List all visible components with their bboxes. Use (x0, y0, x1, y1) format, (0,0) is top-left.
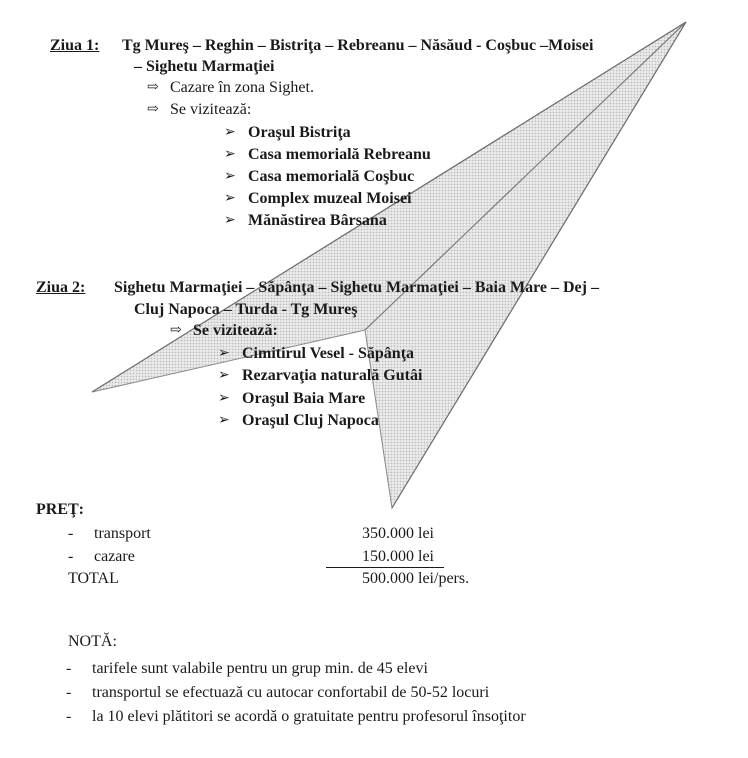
day2-visits-label: Se vizitează: (193, 322, 278, 339)
day2-visit-item: Oraşul Baia Mare (242, 390, 366, 407)
arrowhead-bullet-icon: ➢ (218, 368, 230, 383)
day1-route-line1: Tg Mureş – Reghin – Bistriţa – Rebreanu – Năsăud - Coşbuc –Moisei (122, 37, 594, 54)
price-row-label: cazare (94, 548, 135, 565)
day1-visit-item: Complex muzeal Moisei (248, 190, 412, 207)
day2-label: Ziua 2: (36, 279, 86, 296)
day1-visit-item: Mănăstirea Bârsana (248, 212, 387, 229)
day1-visit-item: Oraşul Bistriţa (248, 124, 351, 141)
day1-label: Ziua 1: (50, 37, 100, 54)
dash-bullet: - (68, 548, 74, 565)
arrowhead-bullet-icon: ➢ (224, 147, 236, 162)
arrowhead-bullet-icon: ➢ (218, 413, 230, 428)
day1-route-line2: – Sighetu Marmaţiei (134, 58, 275, 75)
day2-route-line2: Cluj Napoca – Turda - Tg Mureş (134, 301, 358, 318)
total-value: 500.000 lei/pers. (362, 570, 470, 587)
price-row-value: 150.000 lei (362, 548, 434, 565)
day1-visits-label: Se vizitează: (170, 101, 252, 118)
price-heading: PREŢ: (36, 501, 84, 518)
note-item: transportul se efectuază cu autocar confortabil de 50-52 locuri (92, 684, 490, 701)
dash-bullet: - (66, 684, 72, 701)
day2-route-line1: Sighetu Marmaţiei – Săpânţa – Sighetu Marmaţiei – Baia Mare – Dej – (114, 279, 599, 296)
day2-visit-item: Cimitirul Vesel - Săpânţa (242, 345, 415, 362)
arrowhead-bullet-icon: ➢ (218, 391, 230, 406)
dash-bullet: - (68, 525, 74, 542)
day1-accommodation: Cazare în zona Sighet. (170, 79, 314, 96)
note-heading: NOTĂ: (68, 633, 117, 650)
hollow-arrow-icon: ⇨ (170, 323, 182, 338)
arrowhead-bullet-icon: ➢ (224, 169, 236, 184)
day2-visit-item: Rezarvaţia naturală Gutâi (242, 367, 423, 384)
note-item: tarifele sunt valabile pentru un grup min. de 45 elevi (92, 660, 428, 677)
hollow-arrow-icon: ⇨ (147, 80, 159, 95)
day1-visit-item: Casa memorială Rebreanu (248, 146, 431, 163)
dash-bullet: - (66, 708, 72, 725)
note-item: la 10 elevi plătitori se acordă o gratuitate pentru profesorul însoţitor (92, 708, 526, 725)
dash-bullet: - (66, 660, 72, 677)
arrowhead-bullet-icon: ➢ (224, 125, 236, 140)
hollow-arrow-icon: ⇨ (147, 102, 159, 117)
arrowhead-bullet-icon: ➢ (224, 191, 236, 206)
day1-visit-item: Casa memorială Coşbuc (248, 168, 415, 185)
subtotal-rule (326, 567, 444, 568)
price-row-value: 350.000 lei (362, 525, 434, 542)
total-label: TOTAL (68, 570, 119, 587)
arrowhead-bullet-icon: ➢ (218, 346, 230, 361)
price-row-label: transport (94, 525, 151, 542)
arrowhead-bullet-icon: ➢ (224, 213, 236, 228)
day2-visit-item: Oraşul Cluj Napoca (242, 412, 379, 429)
